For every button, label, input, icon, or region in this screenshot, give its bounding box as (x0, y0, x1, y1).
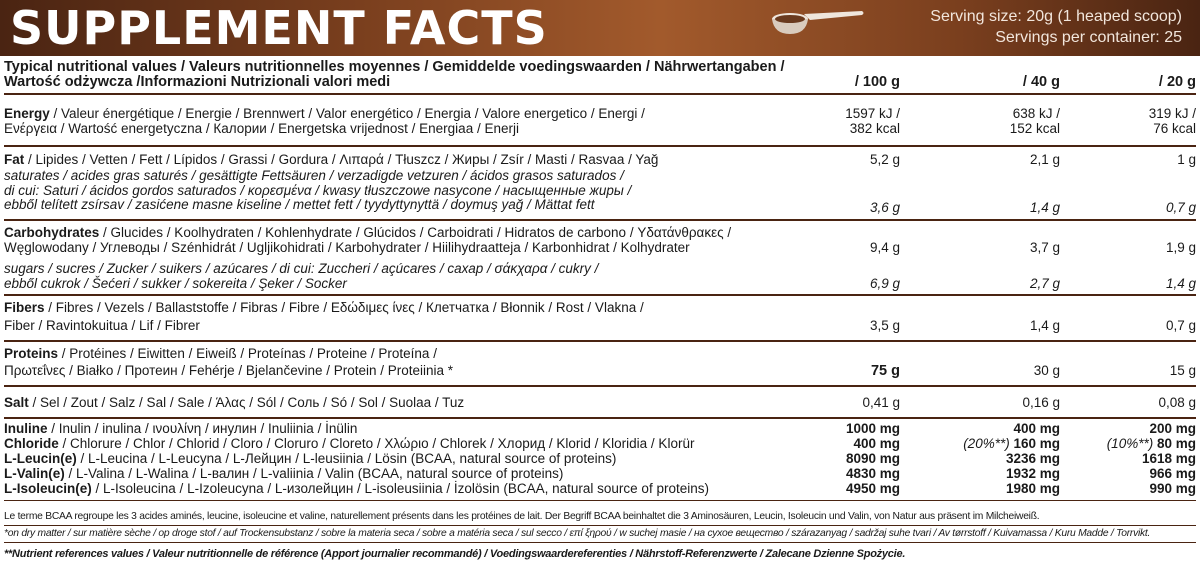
mineral-row-valine (4, 467, 1196, 482)
chloride-translations: / Chlorure / Chlor / Chlorid / Cloro / Cloruro / Cloreto / Χλώριο / Chlorek / Хлорид / Klorid / Kloridia / Klorür (58, 436, 695, 451)
leucine-name: L-Leucin(e) (4, 451, 77, 466)
column-label-line1: Typical nutritional values / Valeurs nutritionnelles moyennes / Gemiddelde voedingswaarden / Nährwertangaben / (4, 59, 785, 75)
column-header-row (4, 60, 1196, 90)
proteins-40: 30 g (1033, 363, 1060, 378)
carbs-name: Carbohydrates (4, 225, 100, 240)
header-banner (0, 0, 1200, 56)
salt-row (4, 396, 1196, 411)
energy-translations: / Valeur énergétique / Energie / Brennwert / Valor energético / Energia / Valore energetico / Energi / (49, 106, 645, 121)
chloride-40: (20%**) 160 mg (963, 436, 1060, 451)
carbs-20: 1,9 g (1165, 240, 1196, 255)
fat-40: 2,1 g (1029, 152, 1060, 167)
leucine-20: 1618 mg (1141, 451, 1196, 466)
carbs-translations: / Glucides / Koolhydraten / Kohlenhydrate / Glúcidos / Carboidrati / Hidratos de carbono / Υδατάνθρακες / (99, 225, 732, 240)
servings-per-container: Servings per container: 25 (995, 29, 1182, 46)
chloride-100: 400 mg (853, 436, 900, 451)
fibers-name: Fibers (4, 300, 45, 315)
fibers-translations: / Fibres / Vezels / Ballaststoffe / Fibras / Fibre / Εδώδιμες ίνες / Клетчатка / Błonnik / Rost / Vlakna / (44, 300, 644, 315)
salt-name: Salt (4, 395, 29, 410)
saturates-100: 3,6 g (869, 200, 900, 215)
footnote-bcaa: Le terme BCAA regroupe les 3 acides aminés, leucine, isoleucine et valine, naturellement présents dans les protéines de lait. Der Begriff BCAA beinhaltet die 3 Aminosäuren, Leucin, Isoleucin und Valin, von Natur aus präsent im Milcheiweiß. (4, 511, 1040, 522)
fat-name: Fat (4, 152, 25, 167)
footnote-dry-matter: *on dry matter / sur matière sèche / op droge stof / auf Trockensubstanz / sobre la materia seca / sobre a matéria seca / sul secco / επί ξηρού / w suchej masie / на сухое вещество / szárazanyag / sadržaj suhe tvari / Av tørrstoff / Kuivamassa / Kuru Madde / Torrvikt. (4, 528, 1151, 539)
divider (4, 294, 1196, 296)
column-per20: / 20 g (1158, 74, 1196, 90)
energy-name: Energy (4, 106, 50, 121)
sugars-20: 1,4 g (1165, 276, 1196, 291)
energy-20-kj: 319 kJ / (1148, 106, 1196, 121)
carbs-100: 9,4 g (869, 240, 900, 255)
fat-translations: / Lipides / Vetten / Fett / Lípidos / Grassi / Gordura / Λιπαρά / Tłuszcz / Жиры / Zsír / Masti / Rasvaa / Yağ (24, 152, 659, 167)
isoleucine-40: 1980 mg (1005, 481, 1060, 496)
fibers-row (4, 301, 1196, 333)
carbohydrates-row (4, 225, 1196, 291)
energy-40-kj: 638 kJ / (1012, 106, 1060, 121)
isoleucine-20: 990 mg (1149, 481, 1196, 496)
divider (4, 542, 1196, 543)
divider (4, 145, 1196, 147)
carbs-translations-2: Węglowodany / Углеводы / Szénhidrát / Ugljikohidrati / Karbohydrater / Hiilihydraatteja / Karbonhidrat / Kolhydrater (4, 239, 690, 255)
proteins-translations: / Protéines / Eiwitten / Eiweiß / Proteínas / Proteine / Proteína / (58, 346, 437, 361)
serving-size: Serving size: 20g (1 heaped scoop) (930, 8, 1182, 25)
leucine-100: 8090 mg (845, 451, 900, 466)
chloride-name: Chloride (4, 436, 59, 451)
valine-name: L-Valin(e) (4, 466, 65, 481)
inuline-100: 1000 mg (845, 421, 900, 436)
inuline-40: 400 mg (1013, 421, 1060, 436)
proteins-20: 15 g (1169, 363, 1196, 378)
footnote-reference: **Nutrient references values / Valeur nutritionnelle de référence (Apport journalier recommandé) / Voedingswaardereferenties / Nährstoff-Referenzwerte / Zalecane Dzienne Spożycie. (4, 548, 906, 560)
mineral-row-inuline (4, 422, 1196, 437)
salt-translations: / Sel / Zout / Salz / Sal / Sale / Άλας / Sól / Соль / Só / Sol / Suolaa / Tuz (28, 395, 465, 410)
page-title: SUPPLEMENT FACTS (10, 1, 548, 55)
salt-40: 0,16 g (1022, 395, 1060, 410)
column-label-line2: Wartość odżywcza /Informazioni Nutrizionali valori medi (4, 74, 391, 90)
isoleucine-100: 4950 mg (845, 481, 900, 496)
fat-100: 5,2 g (869, 152, 900, 167)
leucine-translations: / L-Leucina / L-Leucyna / L-Лейцин / L-leusiinia / Lösin (BCAA, natural source of proteins) (76, 451, 617, 466)
sugars-40: 2,7 g (1029, 276, 1060, 291)
valine-40: 1932 mg (1005, 466, 1060, 481)
divider (4, 417, 1196, 419)
isoleucine-name: L-Isoleucin(e) (4, 481, 92, 496)
fibers-100: 3,5 g (869, 318, 900, 333)
salt-20: 0,08 g (1158, 395, 1196, 410)
divider (4, 385, 1196, 387)
proteins-100: 75 g (870, 363, 900, 379)
saturates-line1: saturates / acides gras saturés / gesättigte Fettsäuren / verzadigde vetzuren / ácidos grasos saturados / (4, 168, 624, 183)
fat-row (4, 152, 1196, 215)
carbs-40: 3,7 g (1029, 240, 1060, 255)
column-per40: / 40 g (1022, 74, 1060, 90)
fibers-20: 0,7 g (1165, 318, 1196, 333)
sugars-100: 6,9 g (869, 276, 900, 291)
energy-translations-2: Ενέργεια / Wartość energetyczna / Калории / Energetska vrijednost / Energiaa / Enerji (4, 120, 519, 136)
divider (4, 500, 1196, 501)
inuline-translations: / Inulin / inulina / ινουλίνη / инулин / Inuliinia / İnülin (47, 421, 358, 436)
isoleucine-translations: / L-Isoleucina / L-Izoleucyna / L-изолейцин / L-isoleusiinia / İzolösin (BCAA, natural source of proteins) (91, 481, 709, 496)
energy-row (4, 107, 1196, 136)
saturates-line3: ebből telített zsírsav / zasićene masne kiseline / mettet fett / tyydyttynyttä / doymuş yağ / Mättat fett (4, 197, 595, 212)
column-per100: / 100 g (854, 74, 900, 90)
divider (4, 525, 1196, 526)
scoop-icon (770, 6, 866, 36)
fat-20: 1 g (1177, 152, 1196, 167)
proteins-name: Proteins (4, 346, 59, 361)
divider (4, 340, 1196, 342)
minerals-block (4, 422, 1196, 497)
proteins-translations-2: Πρωτεΐνες / Białko / Протеин / Fehérje / Bjelančevine / Protein / Proteiinia * (4, 362, 454, 378)
mineral-row-chloride (4, 437, 1196, 452)
energy-100-kj: 1597 kJ / (845, 106, 900, 121)
valine-20: 966 mg (1149, 466, 1196, 481)
valine-translations: / L-Valina / L-Walina / L-валин / L-valiinia / Valin (BCAA, natural source of proteins) (64, 466, 564, 481)
leucine-40: 3236 mg (1005, 451, 1060, 466)
saturates-line2: di cui: Saturi / ácidos gordos saturados / κορεσμένα / kwasy tłuszczowe nasycone / насыщенные жиры / (4, 182, 632, 198)
salt-100: 0,41 g (862, 395, 900, 410)
proteins-row (4, 347, 1196, 378)
serving-info (930, 6, 1182, 48)
energy-40-kcal: 152 kcal (1009, 121, 1060, 136)
inuline-20: 200 mg (1149, 421, 1196, 436)
divider (4, 93, 1196, 95)
chloride-20: (10%**) 80 mg (1106, 436, 1196, 451)
valine-100: 4830 mg (845, 466, 900, 481)
mineral-row-leucine (4, 452, 1196, 467)
fibers-40: 1,4 g (1029, 318, 1060, 333)
sugars-line2: ebből cukrok / Šećeri / sukker / sokereita / Şeker / Socker (4, 275, 347, 291)
sugars-line1: sugars / sucres / Zucker / suikers / azúcares / di cui: Zuccheri / açúcares / сахар / σάκχαρα / cukry / (4, 261, 599, 276)
inuline-name: Inuline (4, 421, 48, 436)
fibers-translations-2: Fiber / Ravintokuitua / Lif / Fibrer (4, 317, 200, 333)
divider (4, 219, 1196, 221)
saturates-40: 1,4 g (1029, 200, 1060, 215)
saturates-20: 0,7 g (1165, 200, 1196, 215)
energy-100-kcal: 382 kcal (849, 121, 900, 136)
mineral-row-isoleucine (4, 482, 1196, 497)
energy-20-kcal: 76 kcal (1153, 121, 1196, 136)
